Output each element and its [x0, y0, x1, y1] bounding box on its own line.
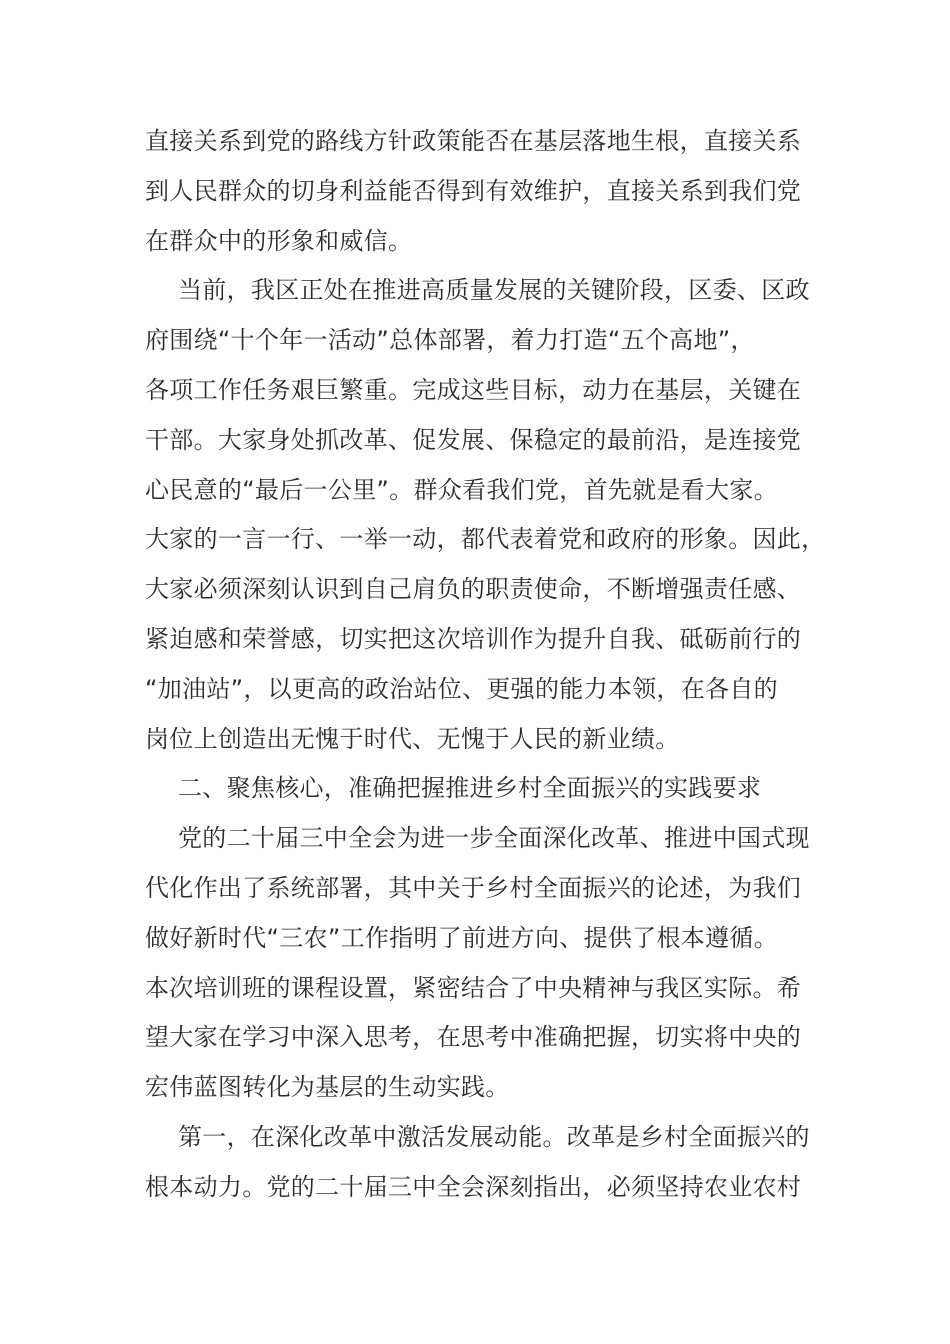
text-line: 当前，我区正处在推进高质量发展的关键阶段，区委、区政	[178, 276, 810, 305]
text-line: 根本动力。党的二十届三中全会深刻指出，必须坚持农业农村	[145, 1172, 802, 1201]
text-line: “加油站”，以更高的政治站位、更强的能力本领，在各自的	[145, 674, 778, 703]
paragraph-first-point	[145, 1113, 825, 1213]
heading-line: 二、聚焦核心，准确把握推进乡村全面振兴的实践要求	[178, 774, 762, 803]
text-line: 大家必须深刻认识到自己肩负的职责使命，不断增强责任感、	[145, 575, 802, 604]
text-line: 岗位上创造出无愧于时代、无愧于人民的新业绩。	[145, 724, 680, 753]
text-line: 府围绕“十个年一活动”总体部署，着力打造“五个高地”，	[145, 326, 755, 355]
text-line: 代化作出了系统部署，其中关于乡村全面振兴的论述，为我们	[145, 873, 802, 902]
text-line: 干部。大家身处抓改革、促发展、保稳定的最前沿，是连接党	[145, 425, 802, 454]
text-line: 直接关系到党的路线方针政策能否在基层落地生根，直接关系	[145, 127, 802, 155]
text-line: 在群众中的形象和威信。	[145, 226, 413, 255]
text-line: 到人民群众的切身利益能否得到有效维护，直接关系到我们党	[145, 176, 802, 205]
section-heading	[145, 764, 825, 814]
text-line: 大家的一言一行、一举一动，都代表着党和政府的形象。因此，	[145, 525, 826, 554]
text-line: 党的二十届三中全会为进一步全面深化改革、推进中国式现	[178, 824, 810, 853]
paragraph-third-plenum	[145, 814, 825, 1113]
document-body	[145, 117, 825, 1213]
text-line: 紧迫感和荣誉感，切实把这次培训作为提升自我、砥砺前行的	[145, 624, 802, 653]
text-line: 宏伟蓝图转化为基层的生动实践。	[145, 1073, 510, 1102]
text-line: 做好新时代“三农”工作指明了前进方向、提供了根本遵循。	[145, 923, 778, 952]
paragraph-continuation	[145, 117, 825, 266]
paragraph-current-stage	[145, 266, 825, 764]
text-line: 心民意的“最后一公里”。群众看我们党，首先就是看大家。	[145, 475, 778, 504]
text-line: 第一，在深化改革中激活发展动能。改革是乡村全面振兴的	[178, 1122, 810, 1151]
text-line: 望大家在学习中深入思考，在思考中准确把握，切实将中央的	[145, 1023, 802, 1052]
text-line: 本次培训班的课程设置，紧密结合了中央精神与我区实际。希	[145, 973, 802, 1002]
text-line: 各项工作任务艰巨繁重。完成这些目标，动力在基层，关键在	[145, 375, 802, 404]
